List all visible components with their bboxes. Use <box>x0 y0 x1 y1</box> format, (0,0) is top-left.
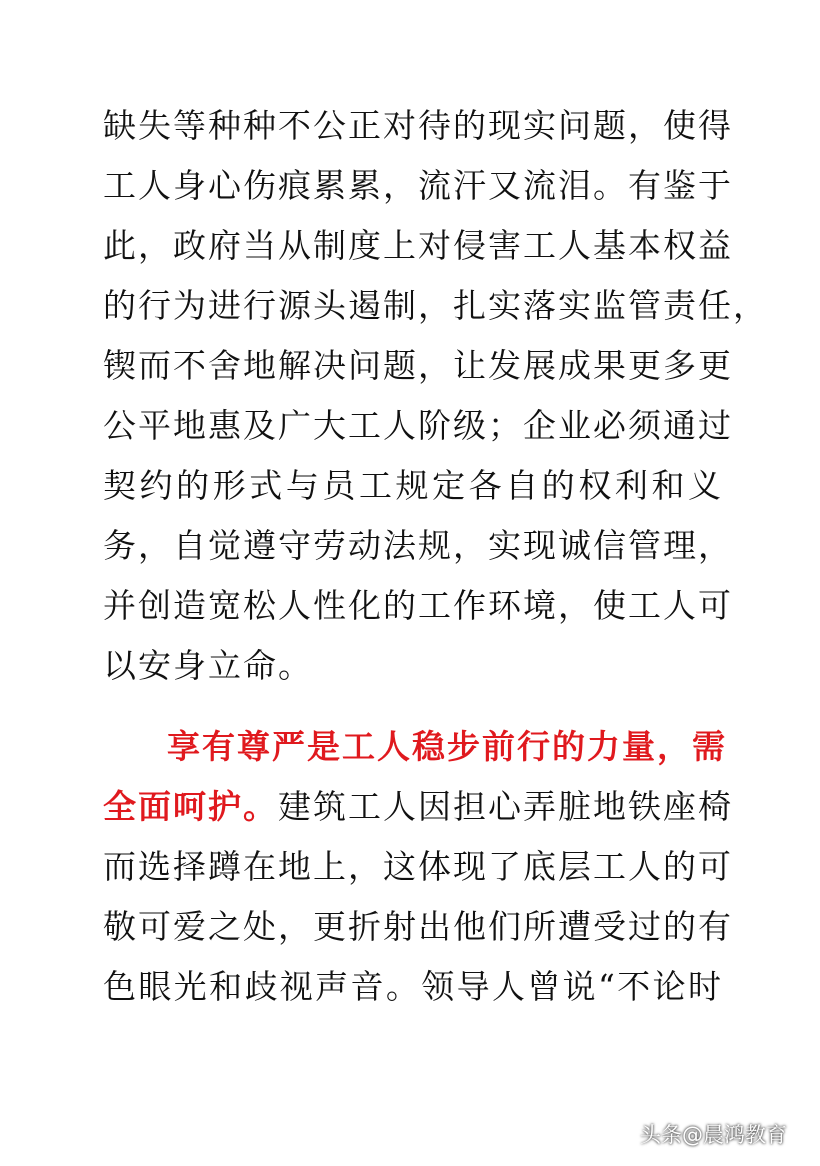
text-line-1: 缺失等种种不公正对待的现实问题，使得 <box>103 106 733 145</box>
text-line-6: 公平地惠及广大工人阶级；企业必须通过 <box>103 406 733 445</box>
text-line-2: 工人身心伤痕累累，流汗又流泪。有鉴于 <box>103 166 733 205</box>
source-watermark: 头条@晨鸿教育 <box>640 1123 787 1147</box>
paragraph-line-2 <box>103 787 733 827</box>
text-line-10: 以安身立命。 <box>103 646 313 685</box>
paragraph-line-3: 而选择蹲在地上，这体现了底层工人的可 <box>103 847 733 886</box>
paragraph-line-4: 敬可爱之处，更折射出他们所遭受过的有 <box>103 907 733 946</box>
text-line-4: 的行为进行源头遏制，扎实落实监管责任， <box>103 286 768 325</box>
text-line-9: 并创造宽松人性化的工作环境，使工人可 <box>103 586 733 625</box>
text-line-5: 锲而不舍地解决问题，让发展成果更多更 <box>103 346 733 385</box>
paragraph-heading-part1: 享有尊严是工人稳步前行的力量，需 <box>167 727 727 766</box>
paragraph-line-2-rest: 建筑工人因担心弄脏地铁座椅 <box>278 787 733 826</box>
paragraph-heading-part2: 全面呵护。 <box>103 787 278 826</box>
text-line-7: 契约的形式与员工规定各自的权利和义 <box>103 466 723 505</box>
text-line-3: 此，政府当从制度上对侵害工人基本权益 <box>103 226 733 265</box>
paragraph-line-5: 色眼光和歧视声音。领导人曾说“不论时 <box>103 967 723 1006</box>
text-line-8: 务，自觉遵守劳动法规，实现诚信管理， <box>103 526 733 565</box>
